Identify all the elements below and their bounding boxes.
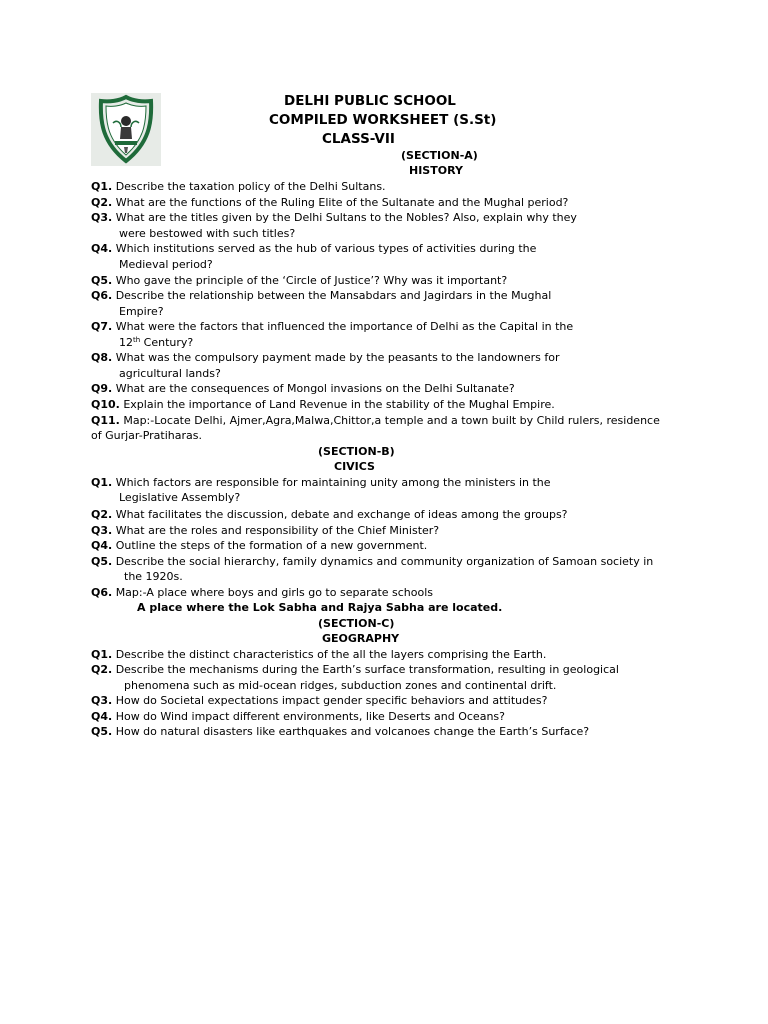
- q-text: Describe the relationship between the Mansabdars and Jagirdars in the Mughal: [115, 289, 552, 302]
- history-q8: [91, 350, 560, 366]
- q-text: What are the consequences of Mongol invasions on the Delhi Sultanate?: [115, 382, 515, 395]
- q-number: Q2.: [91, 196, 113, 209]
- q-text: What are the roles and responsibility of the Chief Minister?: [115, 524, 440, 537]
- geography-q2: [91, 662, 619, 678]
- q-number: Q5.: [91, 555, 113, 568]
- q-number: Q1.: [91, 648, 113, 661]
- q-number: Q6.: [91, 586, 113, 599]
- geography-q5: [91, 724, 589, 740]
- q-text: How do natural disasters like earthquakes and volcanoes change the Earth’s Surface?: [115, 725, 590, 738]
- q-text: Which institutions served as the hub of various types of activities during the: [115, 242, 537, 255]
- history-q10: [91, 397, 555, 413]
- section-b-heading: (SECTION-B): [318, 445, 395, 458]
- q-text: Describe the taxation policy of the Delhi Sultans.: [115, 180, 386, 193]
- q-text: Map:-A place where boys and girls go to separate schools: [115, 586, 434, 599]
- section-a-heading: (SECTION-A): [401, 149, 478, 162]
- q-number: Q4.: [91, 242, 113, 255]
- q-text: Map:-Locate Delhi, Ajmer,Agra,Malwa,Chittor,a temple and a town built by Child rulers, residence: [123, 414, 660, 427]
- q-number: Q1.: [91, 180, 113, 193]
- history-q11-continuation: of Gurjar-Pratiharas.: [91, 429, 202, 442]
- century-number: 12: [119, 336, 133, 349]
- q-number: Q11.: [91, 414, 120, 427]
- section-c-subject: GEOGRAPHY: [322, 632, 400, 645]
- q-text: How do Societal expectations impact gender specific behaviors and attitudes?: [115, 694, 548, 707]
- q-text: Outline the steps of the formation of a new government.: [115, 539, 428, 552]
- class-label: CLASS-VII: [322, 131, 395, 147]
- q-text: What are the functions of the Ruling Elite of the Sultanate and the Mughal period?: [115, 196, 569, 209]
- q-number: Q4.: [91, 710, 113, 723]
- history-q3-continuation: were bestowed with such titles?: [119, 227, 296, 240]
- geography-q4: [91, 709, 505, 725]
- civics-q1: [91, 475, 551, 491]
- q-number: Q7.: [91, 320, 113, 333]
- civics-q5: [91, 554, 653, 570]
- q-number: Q1.: [91, 476, 113, 489]
- q-text: Describe the mechanisms during the Earth’s surface transformation, resulting in geological: [115, 663, 619, 676]
- q-text: Who gave the principle of the ‘Circle of Justice’? Why was it important?: [115, 274, 508, 287]
- civics-q4: [91, 538, 427, 554]
- q-text: How do Wind impact different environments, like Deserts and Oceans?: [115, 710, 505, 723]
- q-text: What was the compulsory payment made by the peasants to the landowners for: [115, 351, 560, 364]
- section-a-subject: HISTORY: [409, 164, 463, 177]
- history-q9: [91, 381, 515, 397]
- history-q8-continuation: agricultural lands?: [119, 367, 221, 380]
- civics-q1-continuation: Legislative Assembly?: [119, 491, 241, 504]
- q-text: Explain the importance of Land Revenue in the stability of the Mughal Empire.: [123, 398, 555, 411]
- civics-q5-continuation: the 1920s.: [124, 570, 183, 583]
- q-number: Q8.: [91, 351, 113, 364]
- section-c-heading: (SECTION-C): [318, 617, 395, 630]
- q-number: Q3.: [91, 211, 113, 224]
- q-number: Q3.: [91, 524, 113, 537]
- history-q7-continuation: [119, 335, 193, 351]
- geography-q1: [91, 647, 546, 663]
- q-text: Which factors are responsible for maintaining unity among the ministers in the: [115, 476, 551, 489]
- q-text: What facilitates the discussion, debate and exchange of ideas among the groups?: [115, 508, 568, 521]
- q-number: Q3.: [91, 694, 113, 707]
- history-q2: [91, 195, 568, 211]
- civics-q6-continuation: A place where the Lok Sabha and Rajya Sabha are located.: [137, 601, 503, 614]
- history-q4-continuation: Medieval period?: [119, 258, 213, 271]
- q-number: Q9.: [91, 382, 113, 395]
- q-number: Q10.: [91, 398, 120, 411]
- q-number: Q4.: [91, 539, 113, 552]
- history-q7: [91, 319, 573, 335]
- q-number: Q2.: [91, 508, 113, 521]
- q-text: Describe the social hierarchy, family dynamics and community organization of Samoan society in: [115, 555, 654, 568]
- history-q3: [91, 210, 577, 226]
- q-text: What were the factors that influenced the importance of Delhi as the Capital in the: [115, 320, 574, 333]
- q-number: Q5.: [91, 274, 113, 287]
- history-q11: [91, 413, 660, 429]
- civics-q3: [91, 523, 439, 539]
- geography-q3: [91, 693, 547, 709]
- geography-q2-continuation: phenomena such as mid-ocean ridges, subduction zones and continental drift.: [124, 679, 557, 692]
- history-q4: [91, 241, 536, 257]
- century-word: Century?: [140, 336, 194, 349]
- q-text: Describe the distinct characteristics of the all the layers comprising the Earth.: [115, 648, 547, 661]
- dps-crest-icon: [91, 93, 161, 166]
- school-logo: [91, 93, 161, 166]
- q-number: Q6.: [91, 289, 113, 302]
- q-number: Q5.: [91, 725, 113, 738]
- school-name: DELHI PUBLIC SCHOOL: [284, 93, 456, 109]
- section-b-subject: CIVICS: [334, 460, 375, 473]
- civics-q2: [91, 507, 568, 523]
- history-q1: [91, 179, 386, 195]
- worksheet-title: COMPILED WORKSHEET (S.St): [269, 112, 497, 128]
- history-q6-continuation: Empire?: [119, 305, 164, 318]
- history-q6: [91, 288, 551, 304]
- civics-q6: [91, 585, 433, 601]
- ordinal-suffix: th: [133, 336, 141, 344]
- q-text: What are the titles given by the Delhi Sultans to the Nobles? Also, explain why they: [115, 211, 577, 224]
- q-number: Q2.: [91, 663, 113, 676]
- history-q5: [91, 273, 507, 289]
